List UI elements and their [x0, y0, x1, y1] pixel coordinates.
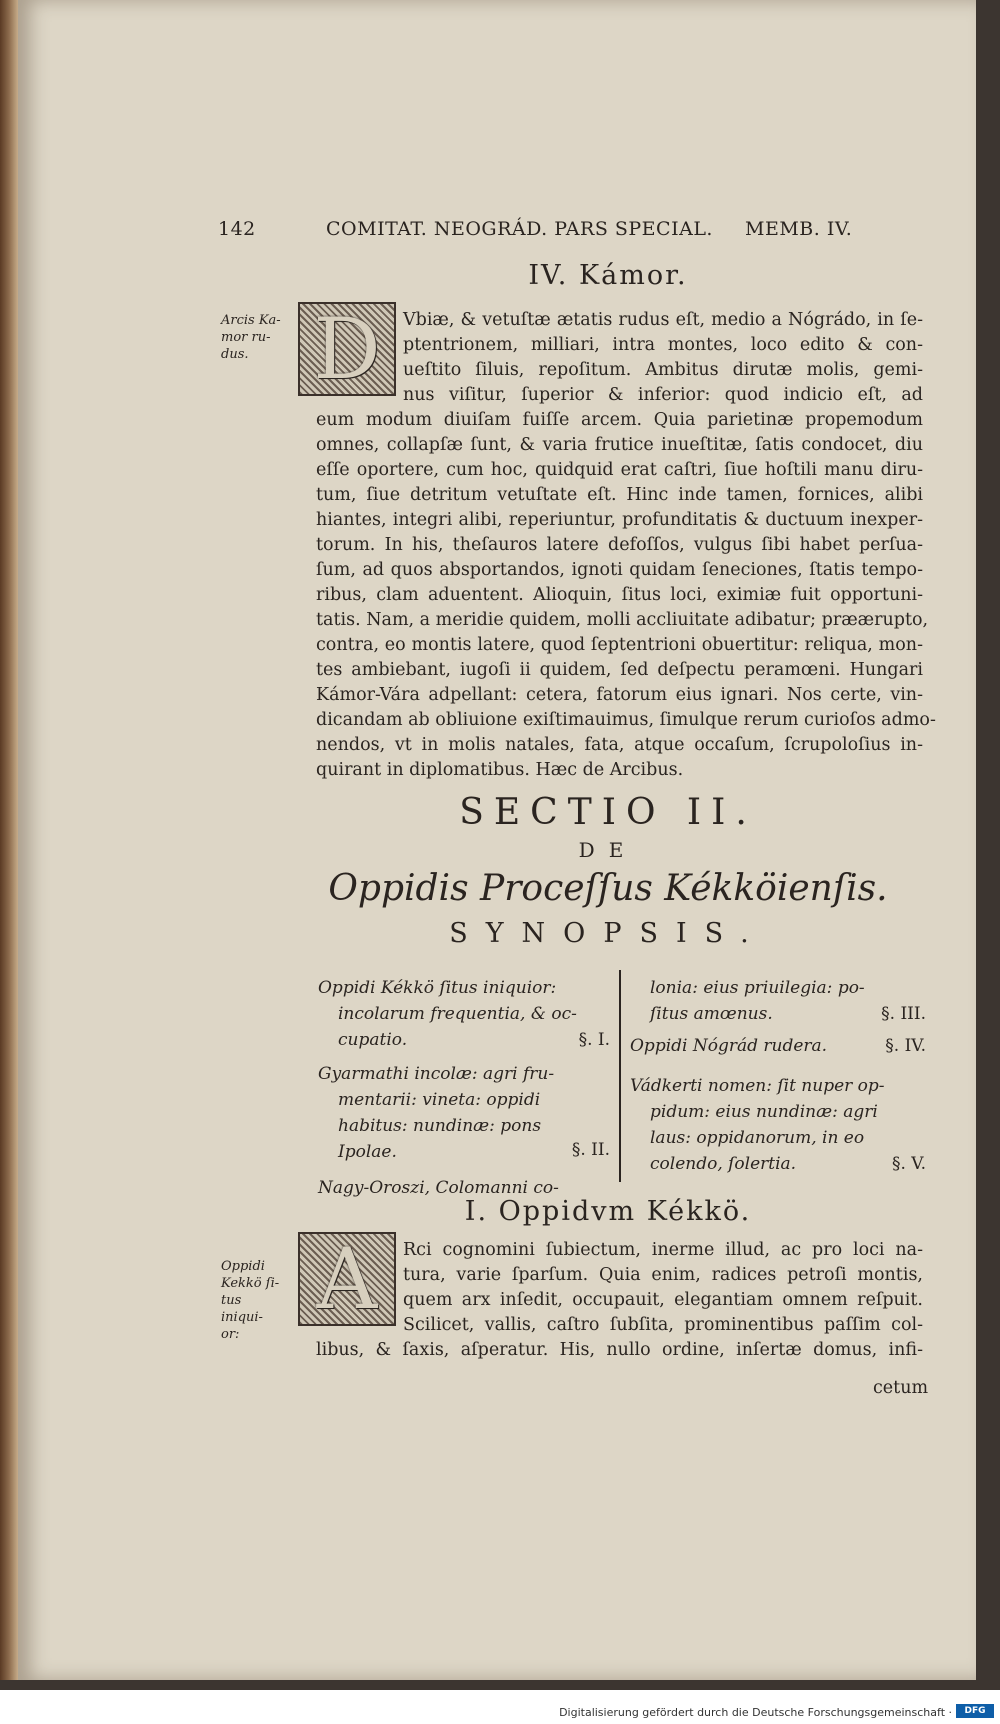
- margin-note-line: Oppidi: [221, 1259, 265, 1274]
- section-ref: §. III.: [881, 1004, 926, 1024]
- text-line: tatis. Nam, a meridie quidem, molli accliuitate adibatur; præærupto,: [316, 610, 929, 630]
- section-ref: §. IV.: [885, 1036, 926, 1056]
- text-line: Vbiæ, & vetuſtæ ætatis rudus eſt, medio a Nógrádo, in ſe-: [403, 310, 923, 330]
- synopsis-line: Oppidi Nógrád rudera.: [630, 1036, 828, 1056]
- synopsis-entry: [630, 975, 926, 1027]
- paragraph-kamor-intro: [403, 308, 923, 408]
- margin-note-line: tus iniqui-: [221, 1293, 263, 1325]
- synopsis-line: colendo, ſolertia.: [650, 1154, 797, 1174]
- text-line: dicandam ab obliuione exiſtimauimus, ſimulque rerum curioſos admo-: [316, 710, 936, 730]
- text-line: eſſe oportere, cum hoc, quidquid erat caſtri, ſiue hoſtili manu diru-: [316, 460, 923, 480]
- synopsis-entry: [630, 1073, 926, 1203]
- text-line: torum. In his, theſauros latere defoſſos, vulgus ſibi habet perſua-: [316, 535, 923, 555]
- synopsis-line: lonia: eius priuilegia: po-: [650, 978, 865, 998]
- text-line: nendos, vt in molis natales, fata, atque occaſum, ſcrupoloſius in-: [316, 735, 923, 755]
- text-line: libus, & ſaxis, aſperatur. His, nullo ordine, inſertæ domus, infi-: [316, 1340, 923, 1360]
- text-line: omnes, collapſæ ſunt, & varia frutice inueſtitæ, ſatis condocet, diu: [316, 435, 923, 455]
- sectio-title: SECTIO II.: [459, 792, 757, 833]
- synopsis-line: Ipolae.: [338, 1142, 397, 1162]
- text-line: nus viſitur, ſuperior & inferior: quod indicio eſt, ad: [403, 385, 923, 405]
- section-heading-kamor: IV. Kámor.: [528, 260, 688, 291]
- synopsis-divider: [619, 970, 621, 1182]
- text-line: ribus, clam aduentent. Alioquin, ſitus loci, eximiæ fuit opportuni-: [316, 585, 923, 605]
- text-line: hiantes, integri alibi, reperiuntur, profunditatis & ductuum inexper-: [316, 510, 923, 530]
- section-ref: §. II.: [571, 1140, 610, 1160]
- sectio-de: DE: [578, 838, 638, 862]
- synopsis-line: mentarii: vineta: oppidi: [338, 1090, 541, 1110]
- synopsis-line: pidum: eius nundinæ: agri: [650, 1102, 878, 1122]
- text-line: ptentrionem, milliari, intra montes, loco edito & con-: [403, 335, 923, 355]
- book-page: [18, 0, 976, 1680]
- synopsis-line: Nagy-Oroszi, Colomanni co-: [318, 1178, 559, 1198]
- text-line: tum, ſiue detritum vetuſtate eſt. Hinc inde tamen, fornices, alibi: [316, 485, 923, 505]
- text-line: ſum, ad quos absportandos, ignoti quidam ſeneciones, ſtatis tempo-: [316, 560, 923, 580]
- synopsis-line: habitus: nundinæ: pons: [338, 1116, 542, 1136]
- synopsis-label: SYNOPSIS.: [449, 918, 767, 949]
- decorated-initial-d: D: [298, 302, 396, 396]
- paragraph-kekko-intro: [403, 1238, 923, 1338]
- margin-note-line: or:: [221, 1327, 240, 1342]
- text-line: contra, eo montis latere, quod ſeptentrioni obuertitur: reliqua, mon-: [316, 635, 923, 655]
- margin-note-kekko: [221, 1258, 287, 1343]
- decorated-initial-a: A: [298, 1232, 396, 1326]
- paragraph-kekko-body: [316, 1338, 923, 1363]
- text-line: Scilicet, vallis, caſtro ſubſita, prominentibus paſſim col-: [403, 1315, 923, 1335]
- synopsis-entry: [318, 1061, 610, 1175]
- section-heading-kekko: I. Oppidvm Kékkö.: [464, 1196, 752, 1227]
- synopsis-left-column: [318, 975, 610, 1203]
- page-number: 142: [218, 218, 256, 240]
- text-line: tes ambiebant, iugoſi ii quidem, ſed deſpectu peramœni. Hungari: [316, 660, 923, 680]
- text-line: quirant in diplomatibus. Hæc de Arcibus.: [316, 760, 684, 780]
- section-ref: §. I.: [578, 1030, 610, 1050]
- synopsis-line: cupatio.: [338, 1030, 408, 1050]
- margin-note-line: mor ru-: [221, 330, 271, 345]
- running-title: COMITAT. NEOGRÁD. PARS SPECIAL.: [326, 218, 713, 240]
- digitization-credit: Digitalisierung gefördert durch die Deutsche Forschungsgemeinschaft ·: [559, 1706, 952, 1719]
- text-line: tura, varie ſparſum. Quia enim, radices petroſi montis,: [403, 1265, 923, 1285]
- synopsis-line: Oppidi Kékkö ſitus iniquior:: [318, 978, 557, 998]
- text-line: Rci cognomini ſubiectum, inerme illud, ac pro loci na-: [403, 1240, 923, 1260]
- running-member: MEMB. IV.: [745, 218, 853, 240]
- margin-note-kamor: [221, 312, 287, 363]
- margin-note-line: Arcis Ka-: [221, 313, 281, 328]
- text-line: Kámor-Vára adpellant: cetera, fatorum eius ignari. Nos certe, vin-: [316, 685, 923, 705]
- synopsis-line: Vádkerti nomen: ſit nuper op-: [630, 1076, 885, 1096]
- synopsis-right-column: [630, 975, 926, 1203]
- synopsis-line: Gyarmathi incolæ: agri fru-: [318, 1064, 555, 1084]
- synopsis-entry: [630, 1033, 926, 1067]
- section-ref: §. V.: [891, 1154, 926, 1174]
- synopsis-entry: [318, 975, 610, 1053]
- synopsis-line: incolarum frequentia, & oc-: [338, 1004, 577, 1024]
- sectio-subtitle: Oppidis Proceſſus Kékköienſis.: [328, 868, 888, 909]
- catchword: cetum: [873, 1378, 929, 1398]
- synopsis-line: laus: oppidanorum, in eo: [650, 1128, 865, 1148]
- text-line: quem arx inſedit, occupauit, elegantiam omnem reſpuit.: [403, 1290, 923, 1310]
- dfg-logo: DFG: [956, 1704, 994, 1718]
- margin-note-line: Kekkö ſi-: [221, 1276, 280, 1291]
- text-line: eum modum diuiſam fuiſſe arcem. Quia parietinæ propemodum: [316, 410, 923, 430]
- margin-note-line: dus.: [221, 347, 249, 362]
- paragraph-kamor-body: [316, 408, 936, 783]
- text-line: ueſtito ſiluis, repoſitum. Ambitus dirutæ molis, gemi-: [403, 360, 923, 380]
- synopsis-line: ſitus amœnus.: [650, 1004, 773, 1024]
